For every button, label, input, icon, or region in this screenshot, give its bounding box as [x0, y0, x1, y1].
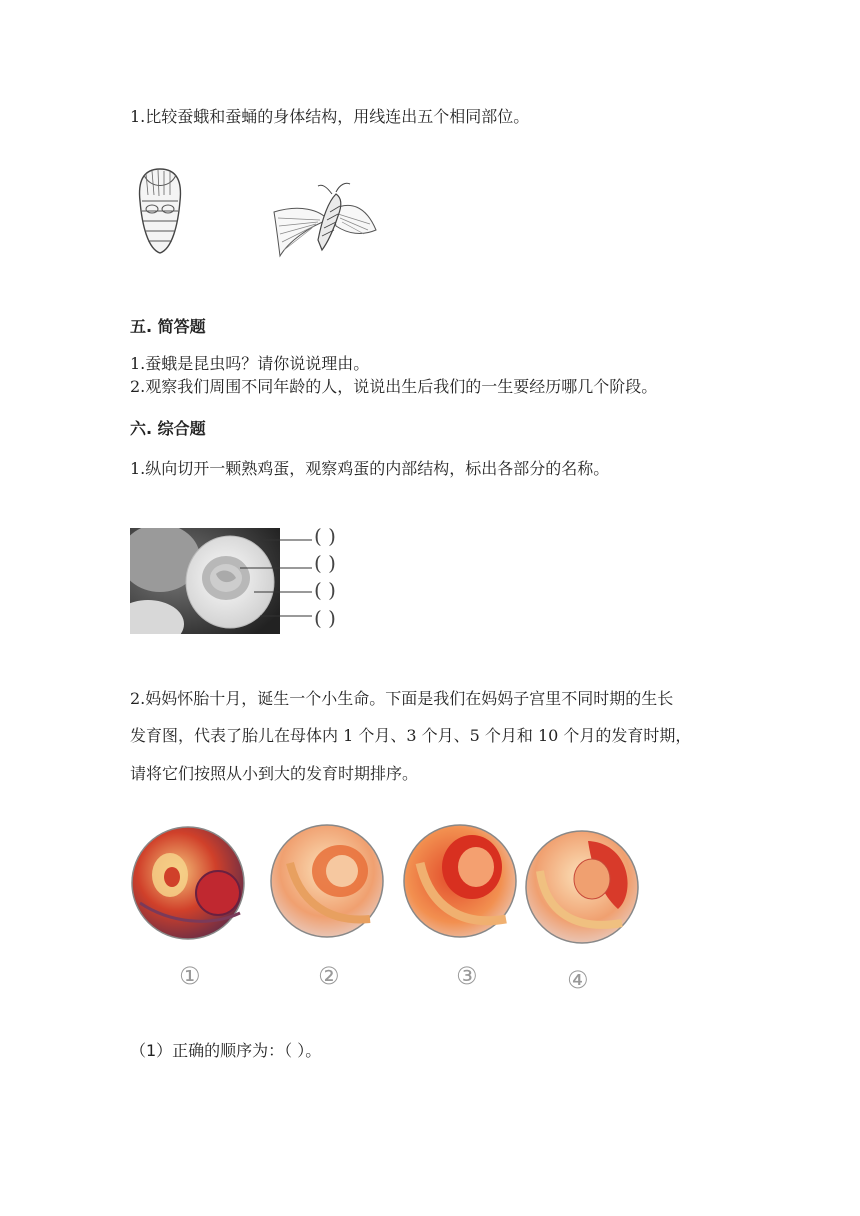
question-life-stages: 2.观察我们周围不同年龄的人，说说出生后我们的一生要经历哪几个阶段。 [130, 377, 658, 396]
egg-label-bracket-1[interactable]: ( ) [314, 524, 336, 548]
silkworm-pupa-figure [130, 165, 190, 257]
egg-label-bracket-3[interactable]: ( ) [314, 578, 336, 602]
fetus-stage-1 [132, 827, 244, 939]
question-silkworm-compare: 1.比较蚕蛾和蚕蛹的身体结构，用线连出五个相同部位。 [130, 107, 530, 126]
fetus-stage-3 [404, 825, 516, 937]
question-moth-insect: 1.蚕蛾是昆虫吗？请你说说理由。 [130, 354, 370, 373]
fetus-stage-2 [271, 825, 383, 937]
egg-label-lines [240, 530, 320, 630]
question-egg-structure: 1.纵向切开一颗熟鸡蛋，观察鸡蛋的内部结构，标出各部分的名称。 [130, 459, 610, 478]
answer-order-line[interactable]: （1）正确的顺序为：（ ）。 [130, 1041, 322, 1060]
egg-label-bracket-2[interactable]: ( ) [314, 551, 336, 575]
silkworm-moth-figure [270, 180, 380, 260]
question-fetus-line2: 发育图，代表了胎儿在母体内 1 个月、3 个月、5 个月和 10 个月的发育时期， [130, 726, 692, 745]
stage-label-3: ③ [456, 962, 478, 990]
fetus-stage-4 [526, 831, 638, 943]
section-title-comprehensive: 六. 综合题 [130, 419, 206, 438]
stage-label-2: ② [318, 962, 340, 990]
egg-label-bracket-4[interactable]: ( ) [314, 606, 336, 630]
stage-label-1: ① [179, 962, 201, 990]
fetus-development-figures [130, 823, 645, 948]
question-fetus-line3: 请将它们按照从小到大的发育时期排序。 [130, 764, 419, 783]
stage-label-4: ④ [567, 966, 589, 994]
section-title-short-answer: 五. 简答题 [130, 317, 206, 336]
question-fetus-line1: 2.妈妈怀胎十月，诞生一个小生命。下面是我们在妈妈子宫里不同时期的生长 [130, 689, 674, 708]
